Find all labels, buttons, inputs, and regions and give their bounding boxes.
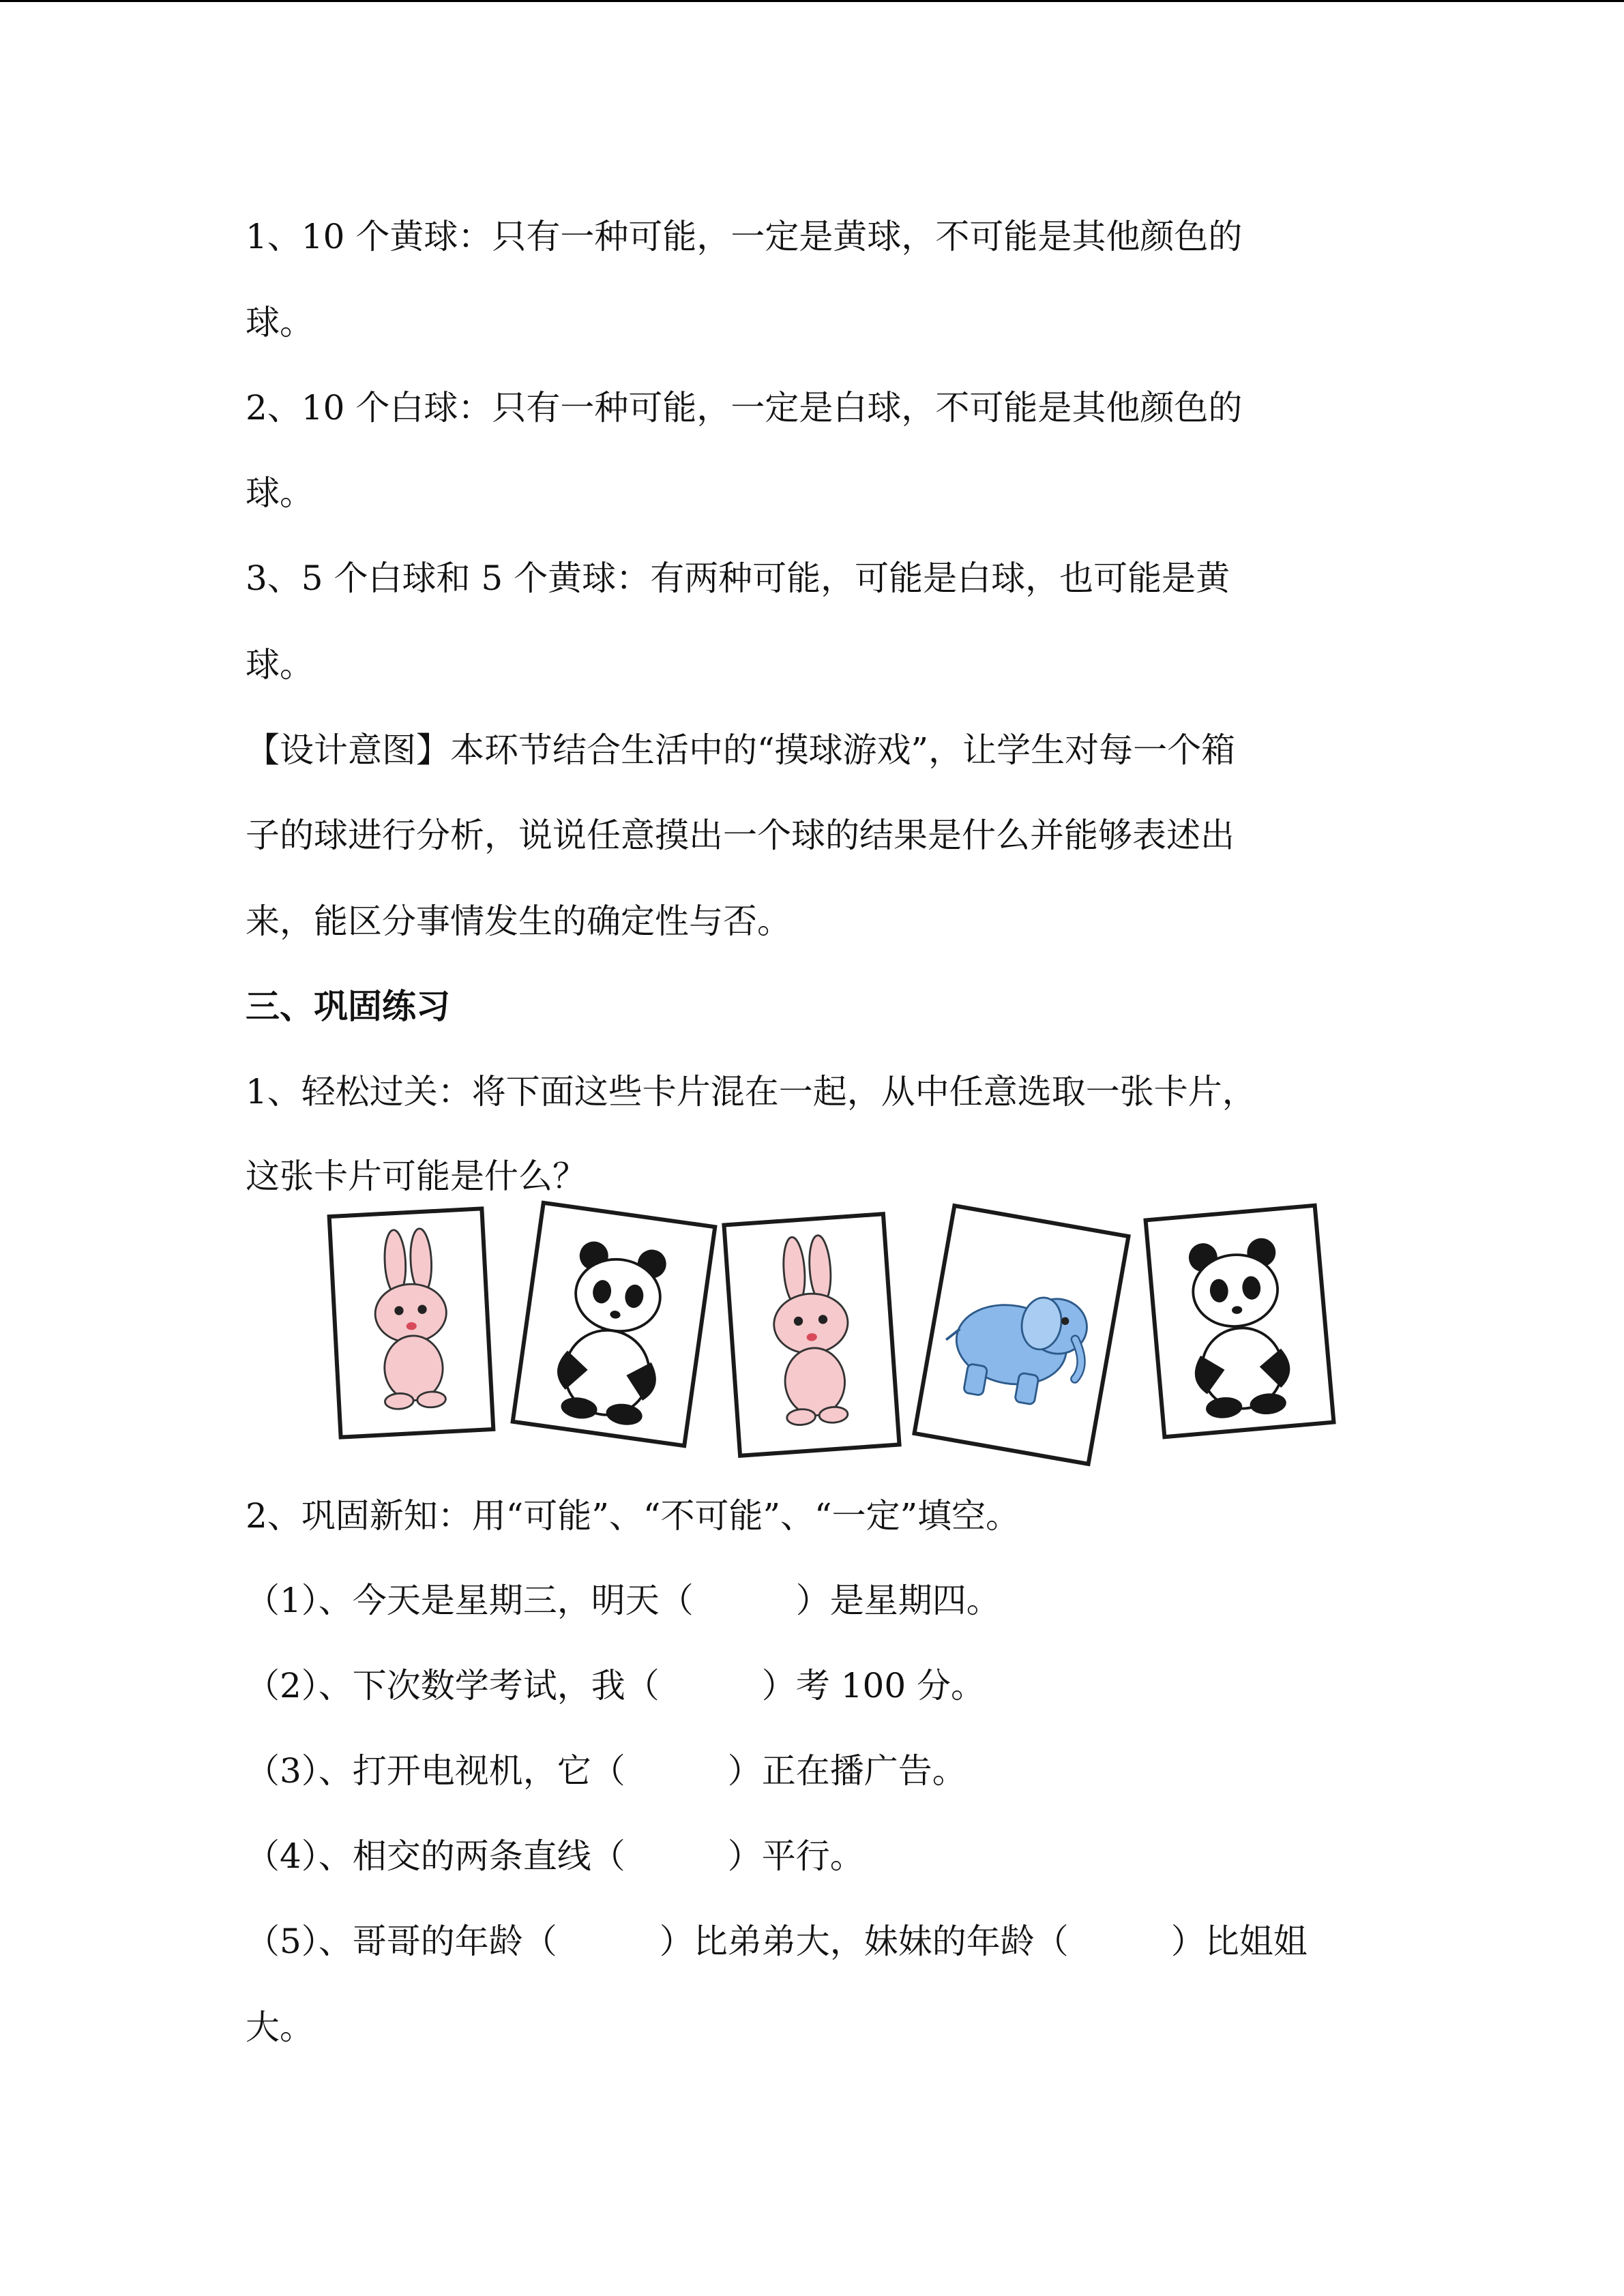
panda-icon <box>515 1205 713 1443</box>
card-panda <box>1143 1204 1335 1440</box>
paragraph-line: 2、10 个白球：只有一种可能，一定是白球，不可能是其他颜色的 <box>246 388 1243 428</box>
card-rabbit <box>327 1206 496 1440</box>
question-4: （4）、相交的两条直线（ ）平行。 <box>246 1836 864 1876</box>
card-elephant <box>912 1204 1131 1467</box>
elephant-icon <box>917 1208 1126 1462</box>
question-2: （2）、下次数学考试，我（ ）考 100 分。 <box>246 1666 986 1705</box>
card-rabbit <box>722 1212 901 1458</box>
question-5: （5）、哥哥的年龄（ ）比弟弟大，妹妹的年龄（ ）比姐姐 <box>246 1922 1308 1961</box>
paragraph-line: 球。 <box>246 303 314 342</box>
exercise-1-line: 1、轻松过关：将下面这些卡片混在一起，从中任意选取一张卡片， <box>246 1072 1256 1112</box>
paragraph-line: 球。 <box>246 645 314 685</box>
page-top-border <box>0 0 1624 2</box>
exercise-1-question: 这张卡片可能是什么？ <box>246 1157 587 1196</box>
paragraph-line: 3、5 个白球和 5 个黄球：有两种可能，可能是白球，也可能是黄 <box>246 558 1230 598</box>
panda-icon <box>1148 1208 1331 1435</box>
animal-cards <box>327 1197 1350 1470</box>
design-intent-line: 【设计意图】本环节结合生活中的“摸球游戏”，让学生对每一个箱 <box>246 730 1236 770</box>
question-3: （3）、打开电视机，它（ ）正在播广告。 <box>246 1751 966 1791</box>
exercise-2-line: 2、巩固新知：用“可能”、“不可能”、“一定”填空。 <box>246 1496 1020 1536</box>
question-1: （1）、今天是星期三，明天（ ）是星期四。 <box>246 1581 1001 1620</box>
paragraph-line: 球。 <box>246 473 314 513</box>
card-panda <box>510 1201 717 1448</box>
section-heading: 三、巩固练习 <box>246 987 450 1026</box>
paragraph-line: 来，能区分事情发生的确定性与否。 <box>246 901 791 941</box>
rabbit-icon <box>331 1211 491 1435</box>
rabbit-icon <box>726 1216 898 1453</box>
question-5-continued: 大。 <box>246 2008 314 2047</box>
paragraph-line: 子的球进行分析，说说任意摸出一个球的结果是什么并能够表述出 <box>246 816 1235 855</box>
paragraph-line: 1、10 个黄球：只有一种可能，一定是黄球，不可能是其他颜色的 <box>246 217 1243 256</box>
